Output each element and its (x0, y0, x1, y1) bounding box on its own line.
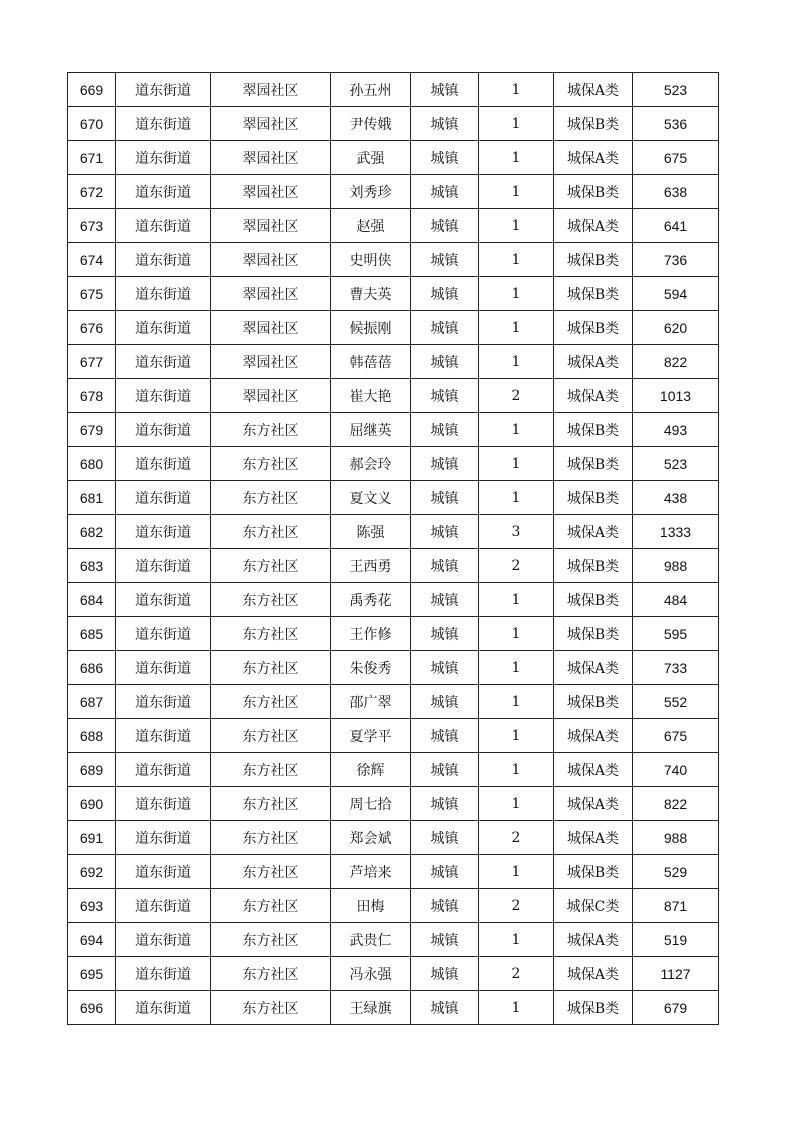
cell-amount: 988 (633, 821, 719, 855)
table-body (68, 73, 719, 1025)
cell-amount: 519 (633, 923, 719, 957)
cell-street: 道东街道 (116, 209, 211, 243)
cell-person-name: 孙五州 (331, 73, 411, 107)
cell-insurance-category: 城保A类 (554, 345, 633, 379)
table-row (68, 719, 719, 753)
cell-street: 道东街道 (116, 651, 211, 685)
cell-street: 道东街道 (116, 719, 211, 753)
cell-area-type: 城镇 (411, 311, 479, 345)
table-row (68, 855, 719, 889)
cell-person-name: 夏文义 (331, 481, 411, 515)
cell-amount: 552 (633, 685, 719, 719)
cell-community: 东方社区 (211, 685, 331, 719)
cell-community: 翠园社区 (211, 141, 331, 175)
cell-household-count: 2 (479, 889, 554, 923)
cell-insurance-category: 城保B类 (554, 481, 633, 515)
cell-community: 东方社区 (211, 651, 331, 685)
cell-household-count: 1 (479, 277, 554, 311)
cell-row-index: 673 (68, 209, 116, 243)
cell-person-name: 冯永强 (331, 957, 411, 991)
cell-amount: 1333 (633, 515, 719, 549)
cell-household-count: 1 (479, 685, 554, 719)
cell-person-name: 史明侠 (331, 243, 411, 277)
cell-insurance-category: 城保A类 (554, 515, 633, 549)
cell-community: 翠园社区 (211, 73, 331, 107)
cell-community: 翠园社区 (211, 345, 331, 379)
cell-person-name: 屈继英 (331, 413, 411, 447)
cell-community: 东方社区 (211, 855, 331, 889)
cell-person-name: 禹秀花 (331, 583, 411, 617)
table-row (68, 141, 719, 175)
cell-insurance-category: 城保A类 (554, 957, 633, 991)
table-row (68, 107, 719, 141)
cell-row-index: 681 (68, 481, 116, 515)
cell-amount: 871 (633, 889, 719, 923)
cell-community: 东方社区 (211, 549, 331, 583)
cell-row-index: 676 (68, 311, 116, 345)
cell-amount: 740 (633, 753, 719, 787)
cell-household-count: 2 (479, 957, 554, 991)
cell-area-type: 城镇 (411, 617, 479, 651)
cell-amount: 641 (633, 209, 719, 243)
cell-area-type: 城镇 (411, 141, 479, 175)
cell-person-name: 武贵仁 (331, 923, 411, 957)
table-row (68, 753, 719, 787)
cell-area-type: 城镇 (411, 277, 479, 311)
cell-household-count: 1 (479, 719, 554, 753)
cell-amount: 679 (633, 991, 719, 1025)
table-row (68, 583, 719, 617)
cell-community: 东方社区 (211, 753, 331, 787)
table-row (68, 277, 719, 311)
cell-row-index: 685 (68, 617, 116, 651)
cell-area-type: 城镇 (411, 991, 479, 1025)
cell-community: 翠园社区 (211, 243, 331, 277)
cell-community: 东方社区 (211, 787, 331, 821)
cell-person-name: 崔大艳 (331, 379, 411, 413)
cell-person-name: 王西勇 (331, 549, 411, 583)
cell-amount: 1127 (633, 957, 719, 991)
cell-person-name: 武强 (331, 141, 411, 175)
cell-household-count: 1 (479, 311, 554, 345)
cell-household-count: 1 (479, 923, 554, 957)
cell-insurance-category: 城保B类 (554, 413, 633, 447)
cell-area-type: 城镇 (411, 685, 479, 719)
cell-area-type: 城镇 (411, 243, 479, 277)
cell-person-name: 朱俊秀 (331, 651, 411, 685)
table-row (68, 787, 719, 821)
cell-area-type: 城镇 (411, 175, 479, 209)
cell-household-count: 1 (479, 209, 554, 243)
cell-street: 道东街道 (116, 855, 211, 889)
table-row (68, 413, 719, 447)
cell-street: 道东街道 (116, 549, 211, 583)
cell-insurance-category: 城保A类 (554, 209, 633, 243)
cell-area-type: 城镇 (411, 651, 479, 685)
table-row (68, 481, 719, 515)
cell-insurance-category: 城保A类 (554, 719, 633, 753)
cell-street: 道东街道 (116, 753, 211, 787)
cell-area-type: 城镇 (411, 345, 479, 379)
cell-amount: 493 (633, 413, 719, 447)
table-row (68, 923, 719, 957)
table-row (68, 991, 719, 1025)
cell-area-type: 城镇 (411, 549, 479, 583)
cell-row-index: 678 (68, 379, 116, 413)
cell-person-name: 尹传娥 (331, 107, 411, 141)
cell-community: 东方社区 (211, 583, 331, 617)
cell-row-index: 674 (68, 243, 116, 277)
cell-person-name: 郝会玲 (331, 447, 411, 481)
table-row (68, 311, 719, 345)
table-row (68, 957, 719, 991)
cell-street: 道东街道 (116, 73, 211, 107)
cell-row-index: 680 (68, 447, 116, 481)
table-row (68, 617, 719, 651)
cell-community: 东方社区 (211, 447, 331, 481)
cell-community: 翠园社区 (211, 277, 331, 311)
cell-person-name: 王绿旗 (331, 991, 411, 1025)
cell-row-index: 672 (68, 175, 116, 209)
cell-row-index: 686 (68, 651, 116, 685)
cell-amount: 529 (633, 855, 719, 889)
cell-community: 翠园社区 (211, 379, 331, 413)
cell-row-index: 671 (68, 141, 116, 175)
cell-street: 道东街道 (116, 991, 211, 1025)
cell-row-index: 690 (68, 787, 116, 821)
cell-community: 东方社区 (211, 923, 331, 957)
cell-row-index: 693 (68, 889, 116, 923)
cell-amount: 822 (633, 787, 719, 821)
cell-insurance-category: 城保B类 (554, 991, 633, 1025)
cell-row-index: 694 (68, 923, 116, 957)
cell-community: 东方社区 (211, 413, 331, 447)
table-row (68, 515, 719, 549)
cell-area-type: 城镇 (411, 787, 479, 821)
cell-household-count: 2 (479, 379, 554, 413)
cell-amount: 620 (633, 311, 719, 345)
cell-community: 东方社区 (211, 821, 331, 855)
cell-area-type: 城镇 (411, 209, 479, 243)
table-row (68, 345, 719, 379)
cell-household-count: 1 (479, 243, 554, 277)
cell-street: 道东街道 (116, 617, 211, 651)
cell-insurance-category: 城保B类 (554, 617, 633, 651)
cell-row-index: 691 (68, 821, 116, 855)
cell-row-index: 683 (68, 549, 116, 583)
cell-row-index: 670 (68, 107, 116, 141)
cell-street: 道东街道 (116, 107, 211, 141)
cell-row-index: 669 (68, 73, 116, 107)
cell-household-count: 1 (479, 107, 554, 141)
cell-community: 东方社区 (211, 991, 331, 1025)
cell-street: 道东街道 (116, 243, 211, 277)
cell-area-type: 城镇 (411, 889, 479, 923)
cell-amount: 536 (633, 107, 719, 141)
cell-amount: 438 (633, 481, 719, 515)
cell-person-name: 赵强 (331, 209, 411, 243)
cell-row-index: 682 (68, 515, 116, 549)
cell-community: 东方社区 (211, 481, 331, 515)
cell-person-name: 邵广翠 (331, 685, 411, 719)
cell-household-count: 1 (479, 753, 554, 787)
cell-amount: 1013 (633, 379, 719, 413)
cell-insurance-category: 城保B类 (554, 855, 633, 889)
cell-insurance-category: 城保C类 (554, 889, 633, 923)
cell-amount: 675 (633, 141, 719, 175)
cell-area-type: 城镇 (411, 515, 479, 549)
cell-street: 道东街道 (116, 957, 211, 991)
cell-street: 道东街道 (116, 345, 211, 379)
cell-row-index: 688 (68, 719, 116, 753)
cell-area-type: 城镇 (411, 957, 479, 991)
table-row (68, 447, 719, 481)
cell-area-type: 城镇 (411, 583, 479, 617)
cell-person-name: 田梅 (331, 889, 411, 923)
table-row (68, 379, 719, 413)
cell-household-count: 1 (479, 617, 554, 651)
cell-household-count: 1 (479, 651, 554, 685)
cell-household-count: 1 (479, 447, 554, 481)
cell-household-count: 1 (479, 787, 554, 821)
cell-street: 道东街道 (116, 515, 211, 549)
cell-street: 道东街道 (116, 175, 211, 209)
cell-insurance-category: 城保A类 (554, 73, 633, 107)
cell-street: 道东街道 (116, 277, 211, 311)
cell-amount: 675 (633, 719, 719, 753)
cell-community: 翠园社区 (211, 175, 331, 209)
cell-household-count: 1 (479, 345, 554, 379)
cell-amount: 988 (633, 549, 719, 583)
cell-community: 东方社区 (211, 889, 331, 923)
cell-area-type: 城镇 (411, 719, 479, 753)
cell-insurance-category: 城保A类 (554, 379, 633, 413)
cell-street: 道东街道 (116, 923, 211, 957)
table-row (68, 243, 719, 277)
cell-row-index: 679 (68, 413, 116, 447)
cell-area-type: 城镇 (411, 447, 479, 481)
cell-row-index: 687 (68, 685, 116, 719)
cell-amount: 736 (633, 243, 719, 277)
cell-community: 翠园社区 (211, 107, 331, 141)
cell-street: 道东街道 (116, 685, 211, 719)
cell-row-index: 684 (68, 583, 116, 617)
cell-row-index: 689 (68, 753, 116, 787)
cell-area-type: 城镇 (411, 481, 479, 515)
cell-community: 东方社区 (211, 515, 331, 549)
cell-insurance-category: 城保A类 (554, 753, 633, 787)
cell-area-type: 城镇 (411, 413, 479, 447)
cell-insurance-category: 城保A类 (554, 923, 633, 957)
cell-insurance-category: 城保A类 (554, 651, 633, 685)
cell-row-index: 692 (68, 855, 116, 889)
cell-street: 道东街道 (116, 821, 211, 855)
table-row (68, 209, 719, 243)
cell-community: 东方社区 (211, 617, 331, 651)
cell-insurance-category: 城保B类 (554, 549, 633, 583)
cell-person-name: 芦培来 (331, 855, 411, 889)
cell-insurance-category: 城保B类 (554, 583, 633, 617)
cell-street: 道东街道 (116, 447, 211, 481)
cell-household-count: 1 (479, 141, 554, 175)
cell-household-count: 1 (479, 175, 554, 209)
cell-area-type: 城镇 (411, 923, 479, 957)
cell-person-name: 候振刚 (331, 311, 411, 345)
cell-person-name: 王作修 (331, 617, 411, 651)
cell-insurance-category: 城保A类 (554, 787, 633, 821)
cell-area-type: 城镇 (411, 379, 479, 413)
cell-street: 道东街道 (116, 413, 211, 447)
cell-community: 翠园社区 (211, 311, 331, 345)
cell-person-name: 曹夫英 (331, 277, 411, 311)
cell-household-count: 1 (479, 583, 554, 617)
cell-area-type: 城镇 (411, 73, 479, 107)
cell-household-count: 1 (479, 481, 554, 515)
cell-street: 道东街道 (116, 583, 211, 617)
cell-insurance-category: 城保B类 (554, 175, 633, 209)
cell-row-index: 675 (68, 277, 116, 311)
cell-household-count: 1 (479, 855, 554, 889)
cell-amount: 523 (633, 447, 719, 481)
cell-row-index: 695 (68, 957, 116, 991)
cell-person-name: 周七拾 (331, 787, 411, 821)
cell-insurance-category: 城保A类 (554, 141, 633, 175)
cell-amount: 484 (633, 583, 719, 617)
table-row (68, 685, 719, 719)
cell-household-count: 1 (479, 73, 554, 107)
table-row (68, 549, 719, 583)
cell-street: 道东街道 (116, 311, 211, 345)
cell-person-name: 徐辉 (331, 753, 411, 787)
cell-insurance-category: 城保B类 (554, 107, 633, 141)
cell-household-count: 3 (479, 515, 554, 549)
cell-amount: 638 (633, 175, 719, 209)
cell-street: 道东街道 (116, 787, 211, 821)
cell-street: 道东街道 (116, 379, 211, 413)
cell-row-index: 677 (68, 345, 116, 379)
cell-amount: 594 (633, 277, 719, 311)
cell-amount: 523 (633, 73, 719, 107)
records-table (67, 72, 719, 1025)
cell-amount: 733 (633, 651, 719, 685)
cell-insurance-category: 城保B类 (554, 311, 633, 345)
cell-community: 翠园社区 (211, 209, 331, 243)
cell-insurance-category: 城保B类 (554, 447, 633, 481)
table-row (68, 73, 719, 107)
table-row (68, 175, 719, 209)
cell-amount: 822 (633, 345, 719, 379)
table-row (68, 889, 719, 923)
cell-household-count: 1 (479, 413, 554, 447)
cell-household-count: 2 (479, 549, 554, 583)
cell-person-name: 陈强 (331, 515, 411, 549)
cell-person-name: 刘秀珍 (331, 175, 411, 209)
cell-amount: 595 (633, 617, 719, 651)
cell-area-type: 城镇 (411, 821, 479, 855)
table-row (68, 651, 719, 685)
cell-row-index: 696 (68, 991, 116, 1025)
cell-insurance-category: 城保B类 (554, 277, 633, 311)
cell-insurance-category: 城保B类 (554, 685, 633, 719)
cell-area-type: 城镇 (411, 753, 479, 787)
cell-community: 东方社区 (211, 957, 331, 991)
cell-person-name: 韩蓓蓓 (331, 345, 411, 379)
cell-person-name: 郑会斌 (331, 821, 411, 855)
cell-area-type: 城镇 (411, 107, 479, 141)
cell-household-count: 1 (479, 991, 554, 1025)
cell-street: 道东街道 (116, 889, 211, 923)
cell-person-name: 夏学平 (331, 719, 411, 753)
cell-insurance-category: 城保B类 (554, 243, 633, 277)
table-row (68, 821, 719, 855)
cell-insurance-category: 城保A类 (554, 821, 633, 855)
cell-street: 道东街道 (116, 481, 211, 515)
cell-area-type: 城镇 (411, 855, 479, 889)
cell-street: 道东街道 (116, 141, 211, 175)
cell-household-count: 2 (479, 821, 554, 855)
cell-community: 东方社区 (211, 719, 331, 753)
